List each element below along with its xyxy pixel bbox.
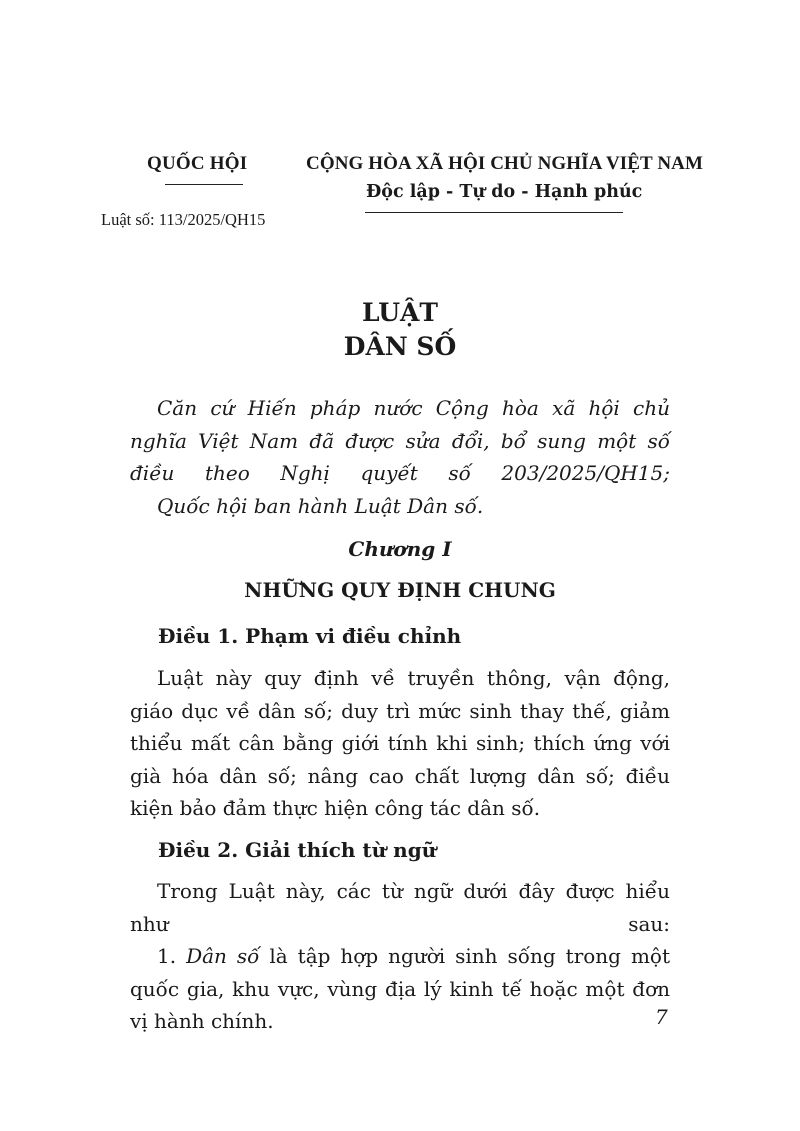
chapter-title: NHỮNG QUY ĐỊNH CHUNG (244, 578, 556, 602)
preamble-legal-basis: Căn cứ Hiến pháp nước Cộng hòa xã hội chủ nghĩa Việt Nam đã được sửa đổi, bổ sung một số điều theo Nghị quyết số 203/2025/QH15; (130, 396, 670, 485)
preamble-enactment: Quốc hội ban hành Luật Dân số. (157, 493, 484, 518)
law-number: Luật số: 113/2025/QH15 (101, 210, 266, 229)
chapter-label: Chương I (348, 537, 452, 561)
article-2-intro: Trong Luật này, các từ ngữ dưới đây được hiểu như sau: (130, 879, 670, 936)
motto: Độc lập - Tự do - Hạnh phúc (366, 182, 643, 202)
preamble (130, 392, 670, 522)
motto-underline (365, 212, 623, 213)
article-2-body (130, 875, 670, 1038)
definition-item (130, 940, 670, 1038)
issuer-heading: QUỐC HỘI (147, 153, 248, 174)
article-1-body (130, 662, 670, 825)
definition-number: 1. (157, 944, 177, 968)
nation-heading: CỘNG HÒA XÃ HỘI CHỦ NGHĨA VIỆT NAM (306, 153, 703, 174)
document-subject-title: DÂN SỐ (343, 332, 457, 361)
document-type-title: LUẬT (361, 298, 438, 327)
definition-text: là tập hợp người sinh sống trong một quốc gia, khu vực, vùng địa lý kinh tế hoặc một đơn vị hành chính. (130, 944, 671, 1033)
article-2-heading: Điều 2. Giải thích từ ngữ (158, 838, 437, 862)
issuer-underline (165, 184, 243, 185)
article-1-paragraph: Luật này quy định về truyền thông, vận động, giáo dục về dân số; duy trì mức sinh thay thế, giảm thiểu mất cân bằng giới tính khi sinh; thích ứng với già hóa dân số; nâng cao chất lượng dân số; điều kiện bảo đảm thực hiện công tác dân số. (130, 666, 670, 820)
page-number: 7 (655, 1005, 668, 1029)
article-1-heading: Điều 1. Phạm vi điều chỉnh (158, 624, 462, 648)
definition-term: Dân số (186, 944, 260, 968)
